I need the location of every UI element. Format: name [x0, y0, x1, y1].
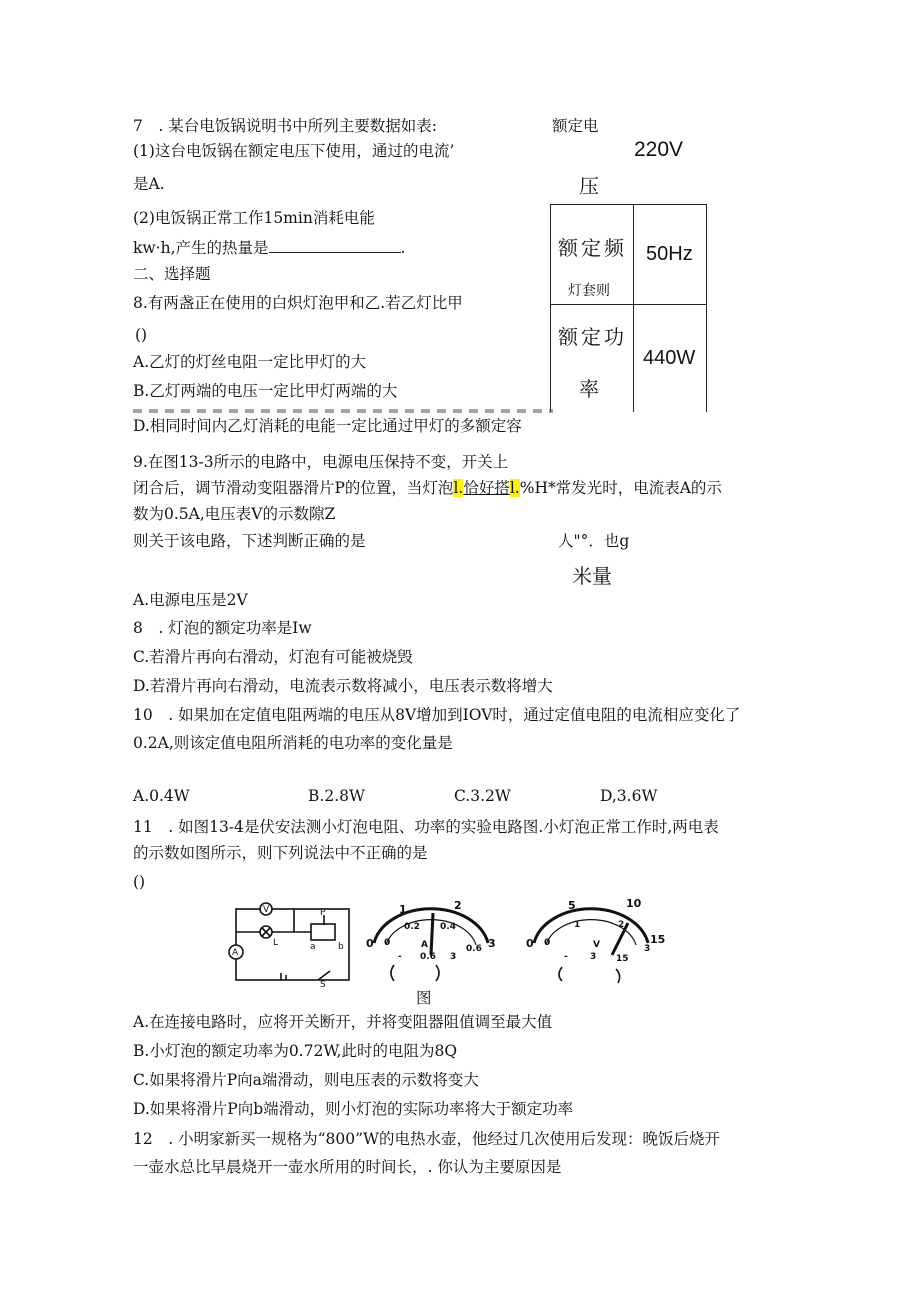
ammeter-terminal: -: [398, 952, 402, 962]
q7-line4: (2)电饭锅正常工作15min消耗电能: [133, 209, 375, 227]
q7-line5-text: kw·h,产生的热量是: [133, 239, 269, 257]
circuit-label-l: L: [273, 938, 279, 948]
q9-line2: [133, 478, 722, 498]
voltage-label-top: 额定电: [552, 117, 599, 135]
q12-line2: 一壶水总比早晨烧开一壶水所用的时间长，. 你认为主要原因是: [133, 1158, 562, 1176]
ammeter-dial: [366, 899, 496, 981]
circuit-labels: [232, 905, 344, 990]
circuit-frame: [236, 909, 349, 980]
circuit-and-meters: [226, 895, 666, 990]
q10-option-a: A.0.4W: [133, 787, 190, 805]
highlight-mark: l.: [509, 479, 520, 497]
q11-option-a: A.在连接电路时，应将开关断开，并将变阻器阻值调至最大值: [133, 1013, 553, 1031]
freq-label: 额定频: [558, 236, 627, 260]
power-label-bottom: 率: [579, 377, 602, 401]
voltmeter-inner-tick: 3: [644, 944, 651, 954]
q7-line5: [133, 238, 405, 258]
ammeter-tick: 0: [366, 937, 374, 950]
voltmeter-tick: 15: [650, 933, 666, 946]
q9-line1: 9.在图13-3所示的电路中，电源电压保持不变，开关上: [133, 453, 509, 471]
voltmeter-unit: V: [593, 940, 600, 950]
voltmeter-terminal: 3: [590, 952, 597, 962]
q10-option-c: C.3.2W: [454, 787, 511, 805]
ammeter-unit: A: [421, 940, 428, 950]
q8-option-b: B.乙灯两端的电压一定比甲灯两端的大: [133, 382, 398, 400]
ammeter-tick: 1: [399, 903, 407, 916]
q9-side1: 人"°．也g: [558, 532, 630, 550]
voltage-value: 220V: [634, 138, 684, 161]
q9-line2-b: %H*常发光时，电流表A的示: [519, 479, 722, 497]
q11-paren: (): [133, 873, 146, 891]
table-line: [633, 204, 634, 412]
ammeter-needle: [431, 913, 433, 955]
q10-option-b: B.2.8W: [308, 787, 365, 805]
figure-13-4: [226, 895, 666, 990]
power-label-top: 额定功: [558, 325, 627, 349]
highlight-mark: l.: [453, 479, 464, 497]
voltmeter-tick: 10: [626, 897, 642, 910]
circuit-label-s: S: [320, 980, 326, 990]
q9-option-b: 8 . 灯泡的额定功率是Iw: [133, 619, 312, 637]
voltmeter-inner-tick: 1: [574, 920, 581, 930]
q11-option-d: D.如果将滑片P向b端滑动，则小灯泡的实际功率将大于额定功率: [133, 1100, 574, 1118]
rheostat-symbol: [311, 924, 335, 940]
ammeter-inner-tick: 0.4: [440, 922, 456, 932]
voltmeter-inner-tick: 2: [618, 920, 625, 930]
q9-option-d: D.若滑片再向右滑动，电流表示数将减小，电压表示数将增大: [133, 677, 553, 695]
circuit-diagram: [229, 903, 349, 980]
freq-sub: 灯套则: [568, 283, 610, 299]
table-line: [550, 304, 707, 305]
voltmeter-dial: [526, 897, 665, 983]
ammeter-tick: 2: [454, 899, 462, 912]
section-title: 二、选择题: [133, 265, 211, 283]
q9-line3: 数为0.5A,电压表V的示数隙Z: [133, 505, 336, 523]
ammeter-terminal: 0.6: [420, 952, 436, 962]
voltmeter-inner-tick: 0: [544, 938, 551, 948]
circuit-label-v: V: [263, 905, 270, 915]
q9-side2: 米量: [572, 564, 612, 588]
q7-line5-end: .: [400, 239, 406, 257]
ammeter-inner-tick: 0: [384, 938, 391, 948]
q9-option-c: C.若滑片再向右滑动，灯泡有可能被烧毁: [133, 648, 413, 666]
answer-blank[interactable]: [269, 238, 401, 253]
q8-option-a: A.乙灯的灯丝电阻一定比甲灯的大: [133, 353, 367, 371]
freq-value: 50Hz: [646, 243, 693, 265]
voltmeter-tick: 0: [526, 937, 534, 950]
q11-option-b: B.小灯泡的额定功率为0.72W,此时的电阻为8Q: [133, 1042, 458, 1060]
q10-option-d: D,3.6W: [600, 787, 658, 805]
voltage-label-bottom: 压: [579, 174, 599, 198]
q7-line2: (1)这台电饭锅在额定电压下使用，通过的电流’: [133, 142, 455, 160]
circuit-label-b-end: b: [338, 942, 344, 952]
circuit-label-a-end: a: [310, 942, 316, 952]
voltmeter-terminal: 15: [616, 954, 629, 964]
q10-line2: 0.2A,则该定值电阻所消耗的电功率的变化量是: [133, 734, 453, 752]
voltmeter-terminal: -: [564, 952, 568, 962]
voltmeter-tick: 5: [568, 899, 576, 912]
ammeter-inner-tick: 0.6: [466, 944, 482, 954]
table-line: [706, 204, 707, 412]
q8-paren: (): [135, 326, 148, 344]
cropped-line: [133, 409, 553, 413]
q7-line3: 是A.: [133, 175, 165, 193]
q11-line1: 11 . 如图13-4是伏安法测小灯泡电阻、功率的实验电路图.小灯泡正常工作时,两电表: [133, 818, 719, 836]
ammeter-tick: 3: [488, 937, 496, 950]
q12-line1: 12 . 小明家新买一规格为“800”W的电热水壶，他经过几次使用后发现：晚饭后烧开: [133, 1130, 720, 1148]
table-line: [550, 204, 707, 205]
ammeter-terminal: 3: [450, 952, 457, 962]
q10-line1: 10 . 如果加在定值电阻两端的电压从8V增加到IOV时，通过定值电阻的电流相应变化了: [133, 706, 741, 724]
q11-option-c: C.如果将滑片P向a端滑动，则电压表的示数将变大: [133, 1071, 479, 1089]
q8-option-d: D.相同时间内乙灯消耗的电能一定比通过甲灯的多额定容: [133, 417, 522, 435]
q8-stem: 8.有两盏正在使用的白炽灯泡甲和乙.若乙灯比甲: [133, 294, 463, 312]
q9-line2-a: 闭合后，调节滑动变阻器滑片P的位置，当灯泡: [133, 479, 454, 497]
circuit-label-a: A: [232, 948, 239, 958]
q11-line2: 的示数如图所示，则下列说法中不正确的是: [133, 844, 428, 862]
underlined-text: 恰好搭: [463, 479, 510, 497]
q7-line1: 7 . 某台电饭锅说明书中所列主要数据如表:: [133, 117, 437, 135]
figure-caption: 图: [416, 989, 432, 1007]
power-value: 440W: [643, 347, 696, 369]
table-line: [550, 204, 551, 412]
q9-option-a: A.电源电压是2V: [133, 591, 248, 609]
q9-line4: 则关于该电路，下述判断正确的是: [133, 532, 366, 550]
ammeter-inner-tick: 0.2: [404, 922, 420, 932]
circuit-label-p: P: [320, 908, 326, 918]
switch-blade: [318, 971, 330, 980]
